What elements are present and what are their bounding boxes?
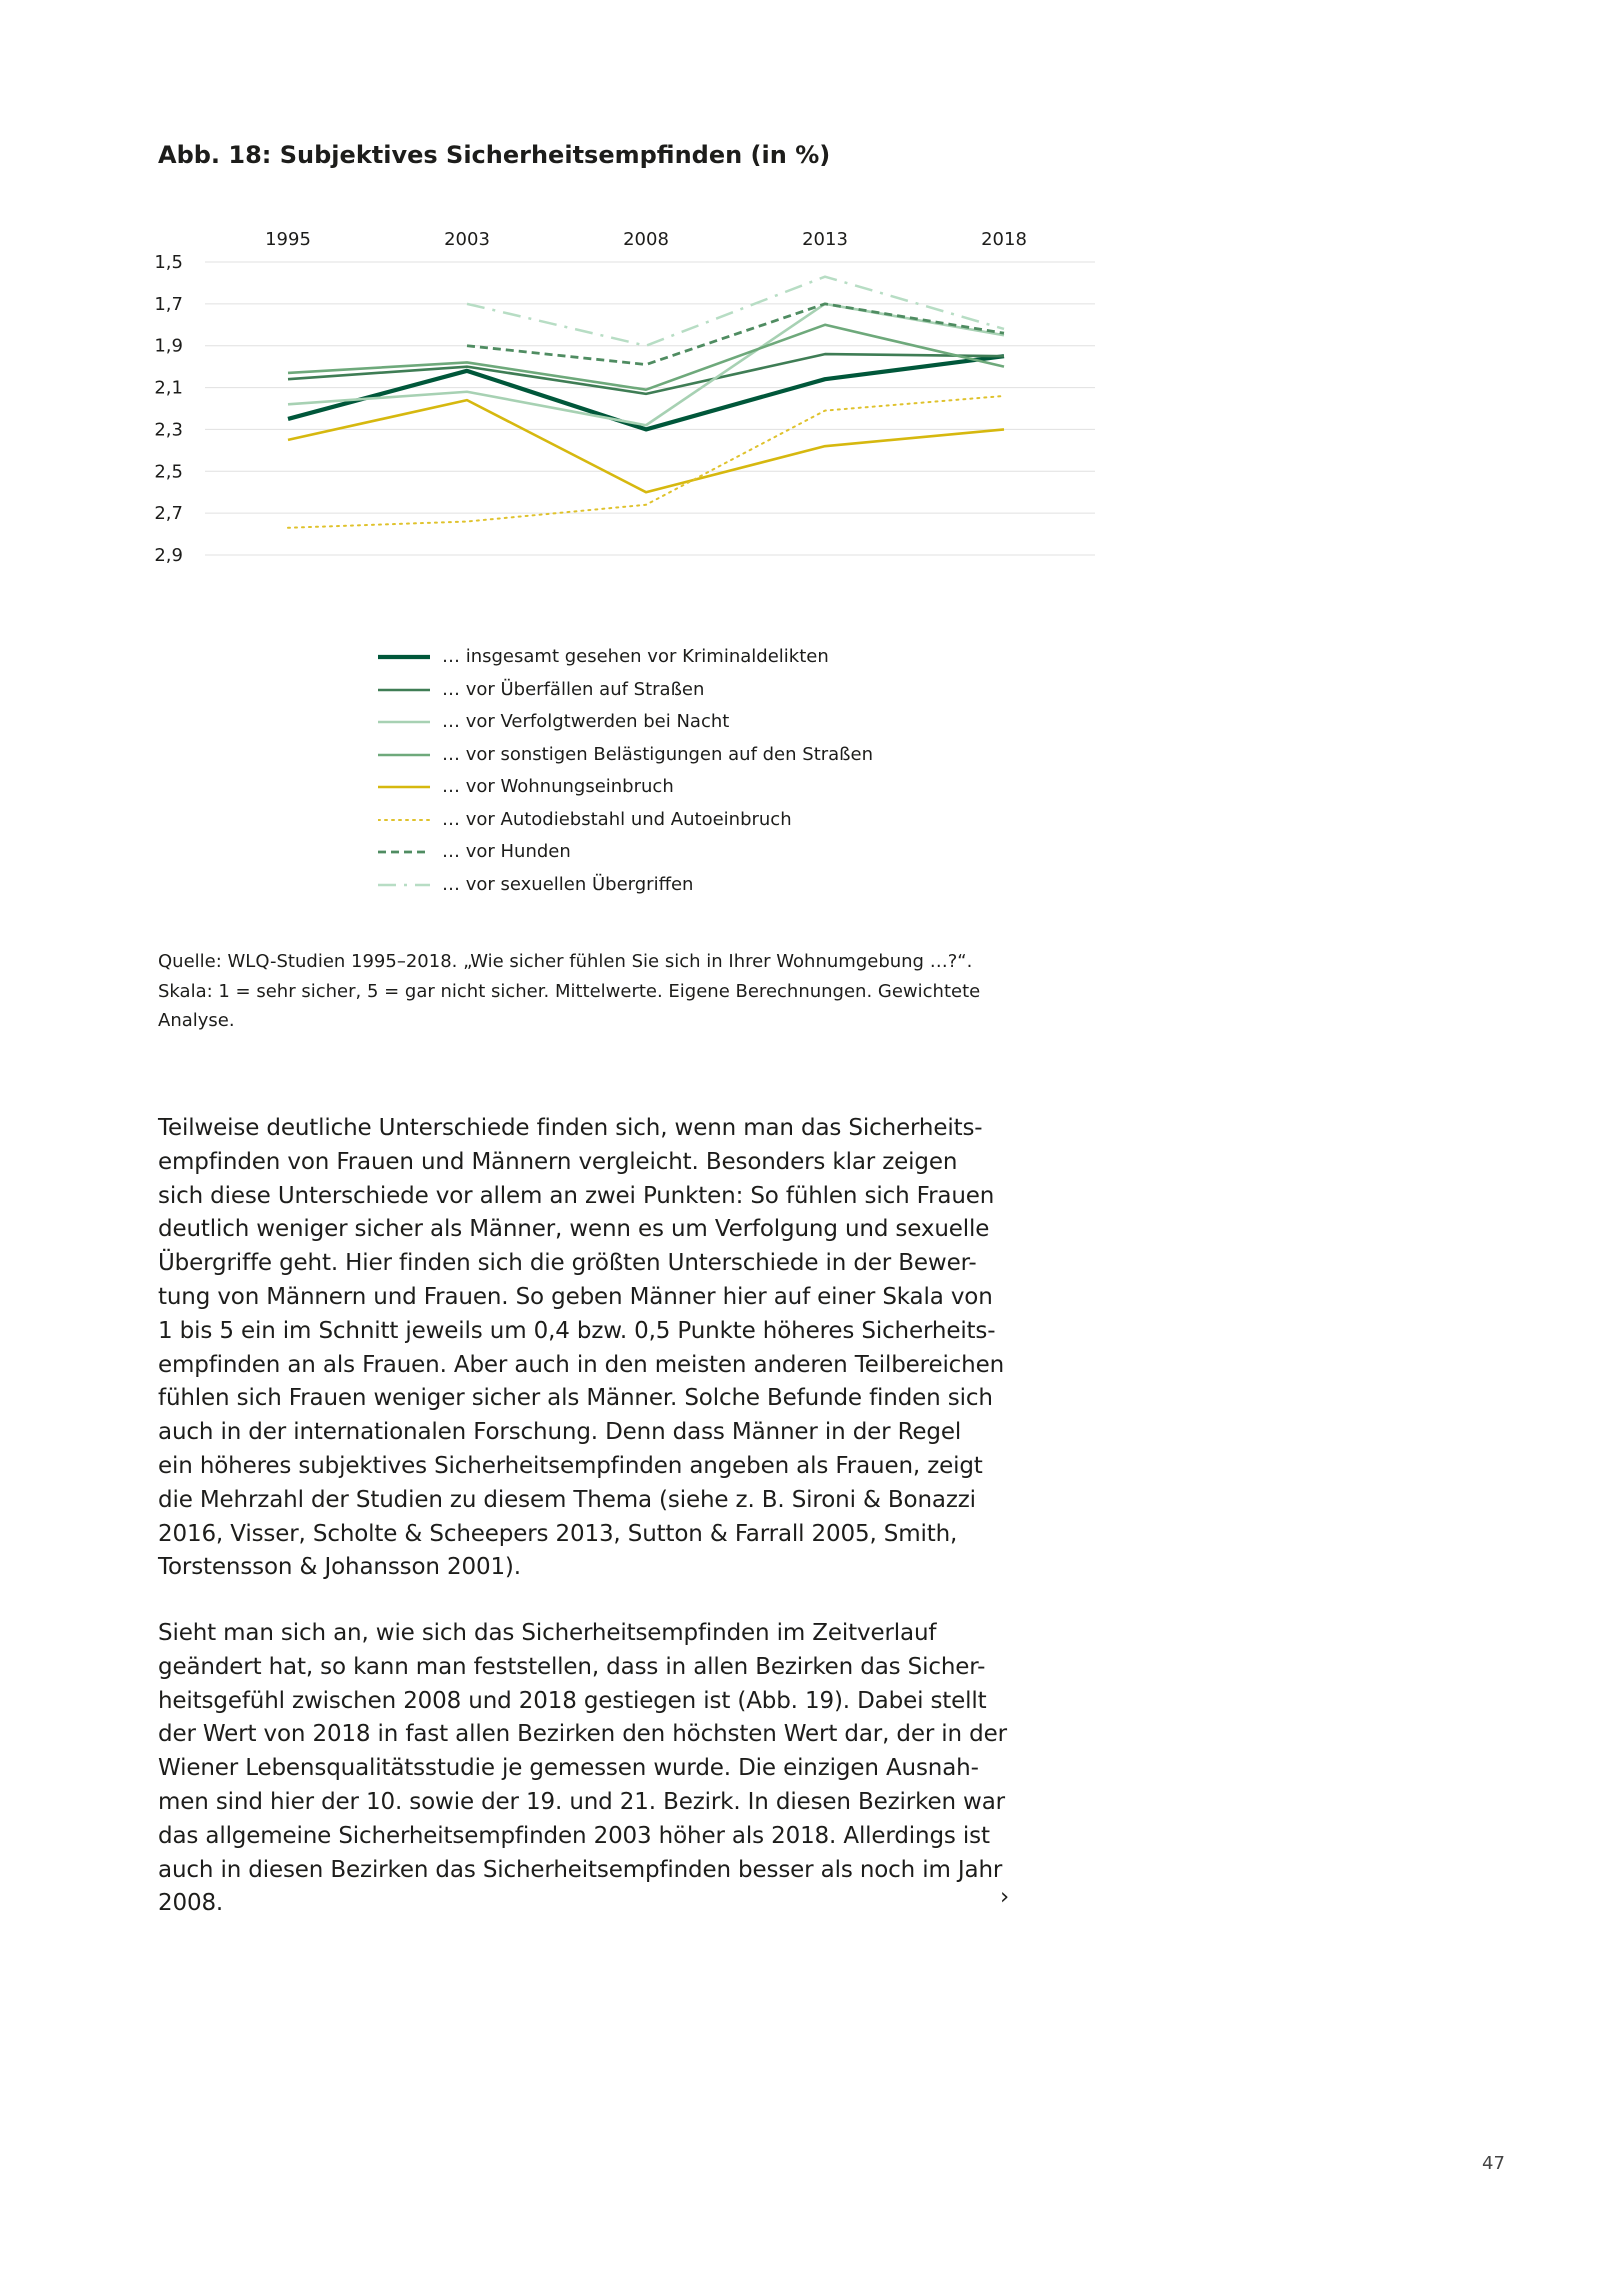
legend-item	[378, 641, 978, 674]
body-line: 2008.	[158, 1890, 224, 1917]
series-line	[288, 325, 1004, 390]
legend-item	[378, 706, 978, 739]
body-line: Teilweise deutliche Unterschiede finden sich, wenn man das Sicherheits-	[158, 1115, 983, 1141]
legend-swatch	[378, 880, 430, 890]
page-number: 47	[1482, 2153, 1505, 2174]
body-line: Torstensson & Johansson 2001).	[158, 1554, 521, 1581]
body-line: das allgemeine Sicherheitsempfinden 2003 höher als 2018. Allerdings ist	[158, 1822, 990, 1849]
legend-label: … vor Überfällen auf Straßen	[442, 678, 705, 700]
body-line: 1 bis 5 ein im Schnitt jeweils um 0,4 bzw. 0,5 Punkte höheres Sicherheits-	[158, 1317, 996, 1344]
legend-item	[378, 739, 978, 772]
y-tick-label: 2,5	[154, 461, 183, 483]
legend-swatch	[378, 782, 430, 792]
x-tick-label: 2008	[623, 229, 669, 250]
body-paragraph-1	[158, 1112, 1058, 1585]
legend-label: … insgesamt gesehen vor Kriminaldelikten	[442, 646, 829, 668]
series-line	[288, 400, 1004, 492]
chart-legend	[378, 641, 978, 901]
legend-item	[378, 674, 978, 707]
continue-marker: ›	[1000, 1884, 1010, 1910]
figure-title: Abb. 18: Subjektives Sicherheitsempfinden (in %)	[158, 141, 831, 169]
legend-label: … vor Autodiebstahl und Autoeinbruch	[442, 808, 792, 830]
body-line: die Mehrzahl der Studien zu diesem Thema (siehe z. B. Sironi & Bonazzi	[158, 1486, 976, 1513]
body-line: der Wert von 2018 in fast allen Bezirken den höchsten Wert dar, der in der	[158, 1721, 1007, 1748]
x-tick-label: 1995	[265, 229, 311, 250]
legend-label: … vor Verfolgtwerden bei Nacht	[442, 711, 730, 733]
x-tick-label: 2003	[444, 229, 490, 250]
body-line: sich diese Unterschiede vor allem an zwei Punkten: So fühlen sich Frauen	[158, 1182, 995, 1209]
legend-swatch	[378, 750, 430, 760]
y-tick-label: 2,3	[154, 419, 183, 441]
legend-swatch	[378, 652, 430, 662]
body-line: Übergriffe geht. Hier finden sich die größten Unterschiede in der Bewer-	[158, 1250, 977, 1277]
legend-swatch	[378, 815, 430, 825]
y-tick-label: 2,1	[154, 377, 183, 399]
body-line: men sind hier der 10. sowie der 19. und 21. Bezirk. In diesen Bezirken war	[158, 1788, 1005, 1815]
legend-label: … vor Wohnungseinbruch	[442, 776, 674, 798]
y-tick-label: 1,5	[154, 252, 183, 273]
body-line: heitsgefühl zwischen 2008 und 2018 gestiegen ist (Abb. 19). Dabei stellt	[158, 1687, 987, 1714]
legend-item	[378, 804, 978, 837]
body-line: auch in der internationalen Forschung. Denn dass Männer in der Regel	[158, 1419, 962, 1446]
y-tick-label: 2,9	[154, 545, 183, 566]
body-line: geändert hat, so kann man feststellen, dass in allen Bezirken das Sicher-	[158, 1653, 986, 1680]
source-note: Quelle: WLQ-Studien 1995–2018. „Wie sicher fühlen Sie sich in Ihrer Wohnumgebung …?“. Skala: 1 = sehr sicher, 5 = gar nicht sicher. Mittelwerte. Eigene Berechnungen. Gewichtete Analyse.	[158, 951, 981, 1031]
body-line: tung von Männern und Frauen. So geben Männer hier auf einer Skala von	[158, 1283, 993, 1310]
body-line: 2016, Visser, Scholte & Scheepers 2013, Sutton & Farrall 2005, Smith,	[158, 1520, 958, 1547]
line-chart	[140, 220, 1120, 580]
body-line: empfinden an als Frauen. Aber auch in den meisten anderen Teilbereichen	[158, 1351, 1005, 1378]
body-line: Wiener Lebensqualitätsstudie je gemessen wurde. Die einzigen Ausnah-	[158, 1755, 979, 1782]
legend-label: … vor sexuellen Übergriffen	[442, 873, 694, 895]
legend-swatch	[378, 685, 430, 695]
legend-item	[378, 771, 978, 804]
x-tick-label: 2013	[802, 229, 848, 250]
x-tick-label: 2018	[981, 229, 1027, 250]
body-line: deutlich weniger sicher als Männer, wenn es um Verfolgung und sexuelle	[158, 1216, 990, 1243]
body-line: ein höheres subjektives Sicherheitsempfinden angeben als Frauen, zeigt	[158, 1452, 983, 1479]
legend-swatch	[378, 847, 430, 857]
legend-item	[378, 836, 978, 869]
body-line: Sieht man sich an, wie sich das Sicherheitsempfinden im Zeitverlauf	[158, 1620, 937, 1646]
legend-swatch	[378, 717, 430, 727]
y-tick-label: 2,7	[154, 503, 183, 525]
y-tick-label: 1,9	[154, 335, 183, 357]
body-paragraph-2	[158, 1617, 1058, 1921]
y-tick-label: 1,7	[154, 293, 183, 315]
body-line: auch in diesen Bezirken das Sicherheitsempfinden besser als noch im Jahr	[158, 1856, 1003, 1883]
legend-label: … vor Hunden	[442, 841, 571, 863]
legend-label: … vor sonstigen Belästigungen auf den Straßen	[442, 743, 873, 765]
body-line: fühlen sich Frauen weniger sicher als Männer. Solche Befunde finden sich	[158, 1385, 993, 1412]
legend-item	[378, 869, 978, 902]
body-line: empfinden von Frauen und Männern vergleicht. Besonders klar zeigen	[158, 1148, 958, 1175]
